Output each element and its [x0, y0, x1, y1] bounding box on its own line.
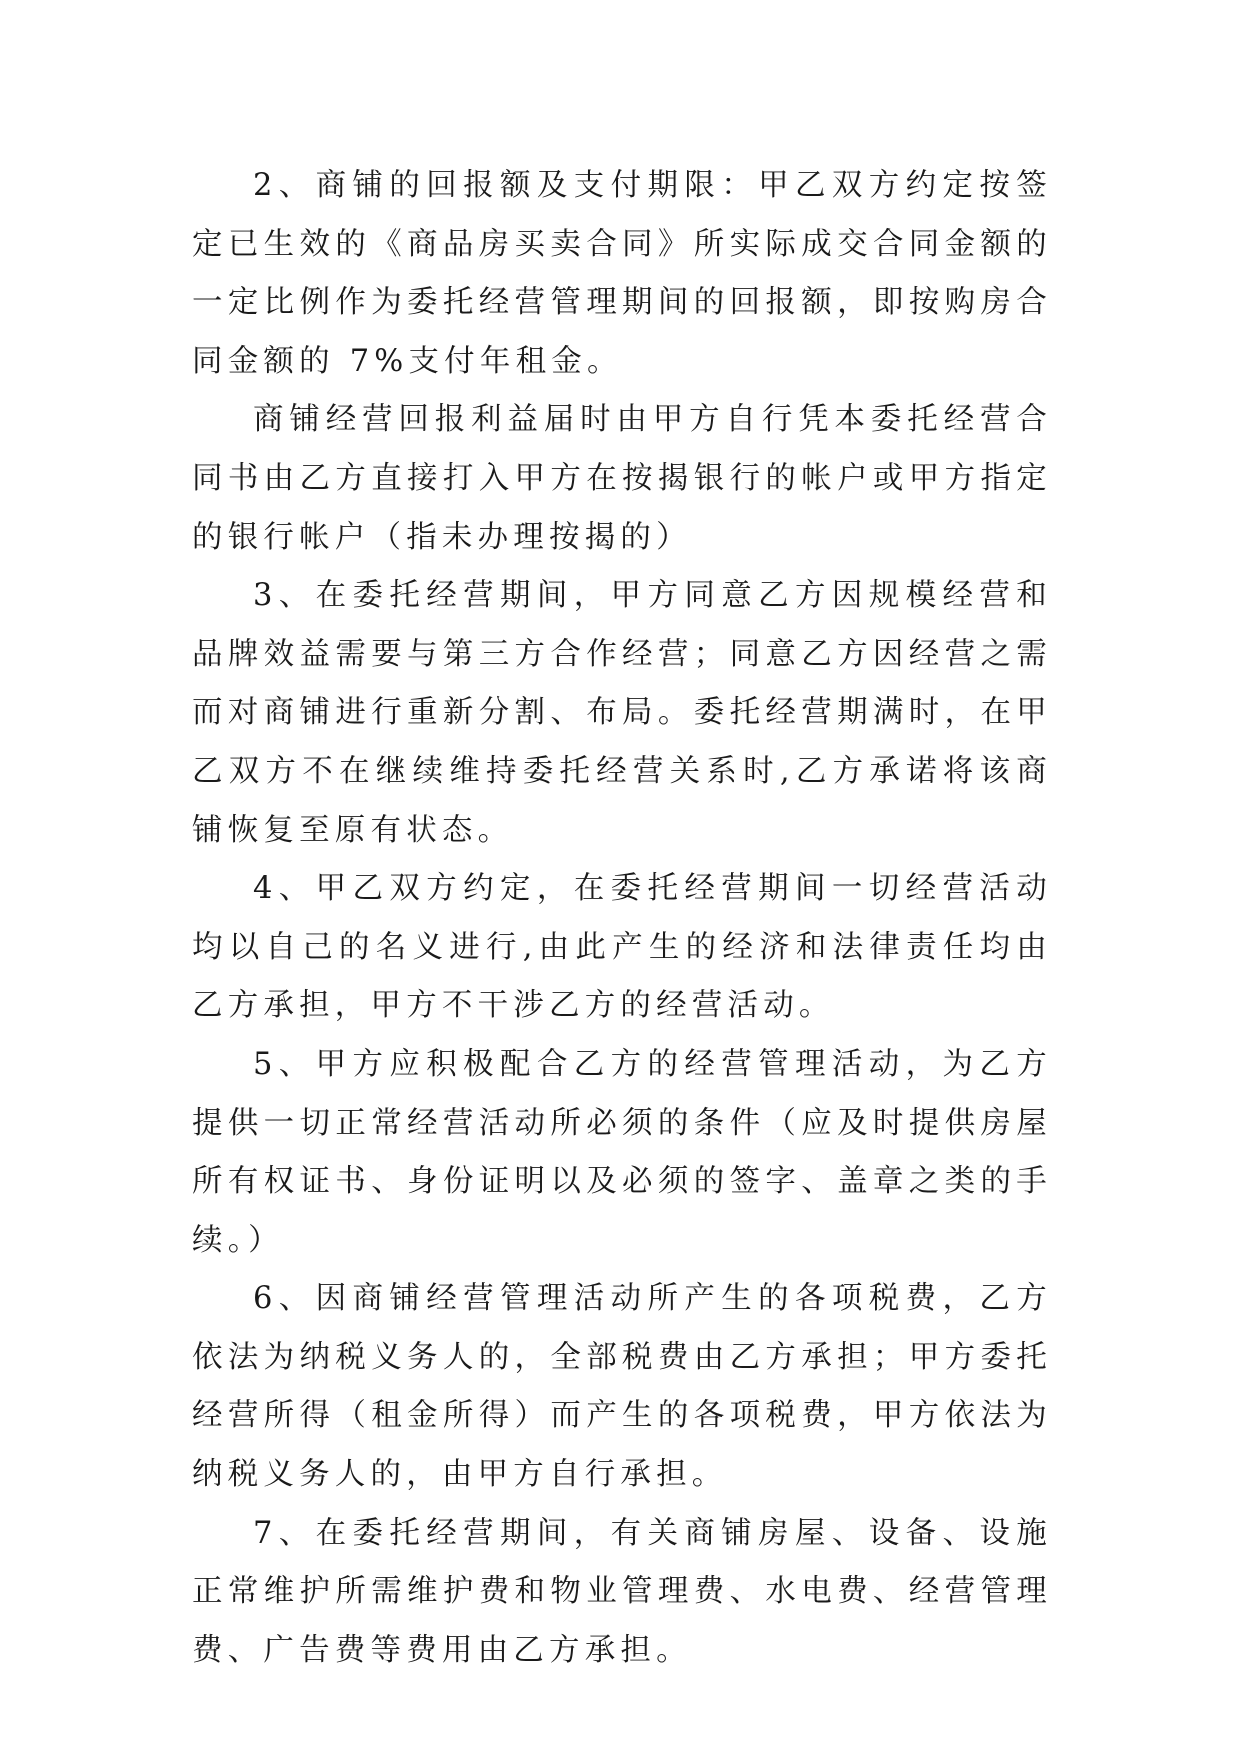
document-body: [192, 157, 1052, 1680]
clause-6-paragraph: 6、因商铺经营管理活动所产生的各项税费，乙方依法为纳税义务人的，全部税费由乙方承担；甲方委托经营所得（租金所得）而产生的各项税费，甲方依法为纳税义务人的，由甲方自行承担。: [192, 1281, 1052, 1493]
clause-4-paragraph: 4、甲乙双方约定，在委托经营期间一切经营活动均以自己的名义进行,由此产生的经济和法律责任均由乙方承担，甲方不干涉乙方的经营活动。: [192, 871, 1052, 1024]
clause-3-paragraph: 3、在委托经营期间，甲方同意乙方因规模经营和品牌效益需要与第三方合作经营；同意乙方因经营之需而对商铺进行重新分割、布局。委托经营期满时，在甲乙双方不在继续维持委托经营关系时,乙方承诺将该商铺恢复至原有状态。: [192, 578, 1052, 848]
payment-method-paragraph: 商铺经营回报利益届时由甲方自行凭本委托经营合同书由乙方直接打入甲方在按揭银行的帐户或甲方指定的银行帐户（指未办理按揭的）: [192, 402, 1052, 555]
clause-2-paragraph: 2、商铺的回报额及支付期限：甲乙双方约定按签定已生效的《商品房买卖合同》所实际成交合同金额的一定比例作为委托经营管理期间的回报额，即按购房合同金额的 7%支付年租金。: [192, 168, 1052, 379]
clause-7-paragraph: 7、在委托经营期间，有关商铺房屋、设备、设施正常维护所需维护费和物业管理费、水电费、经营管理费、广告费等费用由乙方承担。: [192, 1515, 1052, 1668]
clause-5-paragraph: 5、甲方应积极配合乙方的经营管理活动，为乙方提供一切正常经营活动所必须的条件（应及时提供房屋所有权证书、身份证明以及必须的签字、盖章之类的手续。）: [192, 1046, 1052, 1258]
